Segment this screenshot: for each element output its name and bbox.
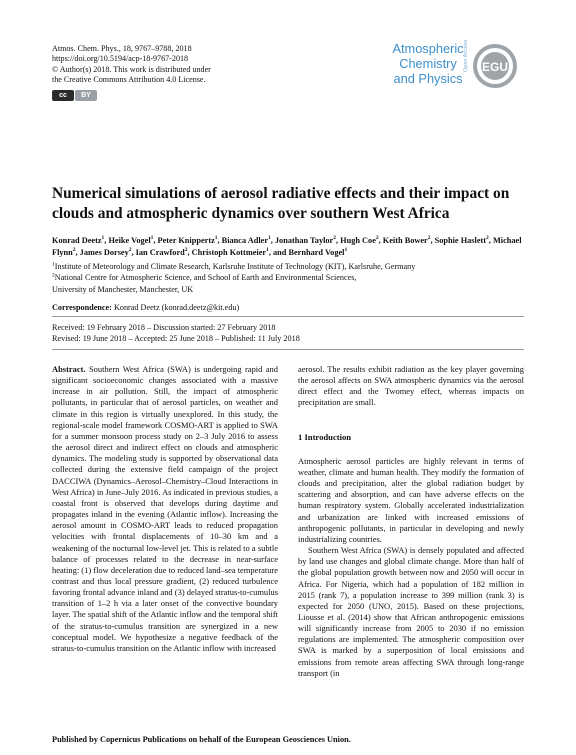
author-affiliation-mark: 1	[268, 235, 271, 242]
abstract-label: Abstract.	[52, 364, 86, 374]
author-affiliation-mark: 2	[375, 235, 379, 242]
abstract-column	[52, 364, 278, 654]
author-affiliation-mark: 1	[101, 235, 105, 242]
author-affiliation-mark: 2	[72, 246, 76, 253]
publisher-footer: Published by Copernicus Publications on behalf of the European Geosciences Union.	[52, 735, 351, 744]
section-heading: 1 Introduction	[298, 431, 352, 442]
author-affiliation-mark: 1	[150, 235, 154, 242]
author-name: Bianca Adler	[221, 236, 268, 245]
received-line: Received: 19 February 2018 – Discussion started: 27 February 2018	[52, 323, 276, 332]
article-dates	[52, 322, 300, 345]
author-name: Peter Knippertz	[157, 236, 215, 245]
journal-name-line: Chemistry	[399, 56, 457, 72]
divider	[52, 316, 524, 317]
affiliation-number: 1	[52, 261, 55, 268]
author-affiliation-mark: 1	[214, 235, 218, 242]
affiliation-number: 2	[52, 272, 55, 279]
journal-name-line: and Physics	[393, 71, 463, 87]
correspondence	[52, 303, 239, 312]
affiliation-line	[52, 284, 527, 295]
author-name: Konrad Deetz	[52, 236, 102, 245]
journal-name-line: Atmospheric	[392, 41, 464, 56]
author-name: Christoph Kottmeier	[191, 247, 267, 257]
intro-paragraph: Southern West Africa (SWA) is densely populated and affected by land use changes and global climate change. More than half of the global population growth between now and 2050 will occur in Africa. For Nigeria, which had a population of 182 million in 2015 (rank 7), a population increase to 399 million (rank 3) is expected for 2050 (UNO, 2015). Based on these projections, Liousse et al. (2014) show that African anthropogenic emissions will significantly increase from 2005 to 2030 if no emission regulations are implemented. The atmospheric composition over SWA is marked by a superposition of local emissions and emissions from remote areas affecting SWA through long-range transport (in	[298, 545, 524, 678]
author-affiliation-mark: 1	[266, 246, 269, 253]
abstract-text: Southern West Africa (SWA) is undergoing rapid and significant socioeconomic changes associated with a massive increase in air pollution. Still, the impact of atmospheric pollutants, in particular that of aerosol particles, on weather and climate in this region is virtually unexplored. In this study, the regional-scale model framework COSMO-ART is applied to SWA for a summer monsoon process study on 2–3 July 2016 to assess the aerosol direct and indirect effect on clouds and atmospheric dynamics. The modeling study is supported by observational data collected during the extensive field campaign of the project DACCIWA (Dynamics–Aerosol–Chemistry–Cloud Interactions in West Africa) in June–July 2016. As indicated in previous studies, a coastal front is observed that develops during daytime and propagates inland in the evening (Atlantic inflow). Increasing the aerosol amount in COSMO-ART leads to reduced propagation velocities with frontal displacements of 10–30 km and a weakening of the nocturnal low-level jet. This is related to a subtle balance of processes related to the decrease in near-surface heating: (1) flow deceleration due to reduced land–sea temperature contrast and thus local pressure gradient, (2) reduced turbulence favoring frontal advance inland and (3) delayed stratus-to-cumulus transition of 1–2 h via a later onset of the convective boundary layer. The spatial shift of the Atlantic inflow and the temporal shift of the stratus-to-cumulus transition are synergized in a new conceptual model. We hypothesize a negative feedback of the stratus-to-cumulus transition on the Atlantic inflow with increased	[52, 364, 278, 653]
author-name: Sophie Haslett	[434, 236, 487, 245]
affiliation-line	[52, 272, 527, 283]
author-name: Hugh Coe	[340, 236, 376, 245]
affiliation-line	[52, 261, 527, 272]
citation-header	[52, 44, 211, 86]
citation-line: Atmos. Chem. Phys., 18, 9767–9788, 2018	[52, 44, 192, 53]
author-name: Jonathan Taylor	[274, 236, 334, 245]
by-license-icon[interactable]: BY	[75, 90, 97, 101]
intro-paragraph: Atmospheric aerosol particles are highly relevant in terms of weather, climate and human health. They modify the formation of clouds and precipitation, alter the global radiation budget by scattering and absorption, and can have adverse effects on the human respiratory system. Globally accelerated industrialization and urbanization are linked with increased emissions of anthropogenic pollutants, in particular in developing and newly industrializing countries.	[298, 455, 524, 544]
correspondence-label: Correspondence:	[52, 303, 112, 312]
affiliation-text: National Centre for Atmospheric Science, and School of Earth and Environmental Sciences,	[54, 273, 357, 283]
doi-link[interactable]: https://doi.org/10.5194/acp-18-9767-2018	[52, 54, 189, 64]
author-affiliation-mark: 2	[486, 235, 489, 242]
egu-logo-icon	[473, 44, 517, 88]
divider	[52, 349, 524, 350]
cc-license-icon[interactable]: cc	[52, 90, 74, 101]
author-name: Keith Bower	[382, 236, 428, 245]
author-name: Heike Vogel	[108, 236, 151, 245]
copyright-line: © Author(s) 2018. This work is distributed under	[52, 64, 211, 74]
correspondence-text[interactable]: Konrad Deetz (konrad.deetz@kit.edu)	[113, 303, 240, 312]
affiliation-list	[52, 261, 527, 295]
article-title: Numerical simulations of aerosol radiative effects and their impact on clouds and atmospheric dynamics over southern West Africa	[52, 185, 510, 222]
author-name: Ian Crawford	[135, 247, 185, 257]
revised-line: Revised: 19 June 2018 – Accepted: 25 June 2018 – Published: 11 July 2018	[52, 334, 300, 344]
journal-name	[389, 41, 467, 87]
abstract-paragraph	[52, 364, 278, 654]
open-access-label: Open Access	[463, 39, 469, 73]
author-affiliation-mark: 2	[427, 235, 431, 242]
author-name: Bernhard Vogel	[288, 247, 345, 257]
author-affiliation-mark: 1	[344, 246, 348, 253]
author-name: James Dorsey	[79, 247, 129, 257]
egu-logo-text: EGU	[481, 60, 509, 74]
right-column	[298, 364, 524, 679]
author-name: Michael Flynn	[52, 236, 522, 257]
author-affiliation-mark: 2	[184, 246, 188, 253]
author-affiliation-mark: 2	[128, 246, 132, 253]
author-affiliation-mark: 2	[333, 235, 336, 242]
affiliation-text: Institute of Meteorology and Climate Research, Karlsruhe Institute of Technology (KIT), Karlsruhe, Germany	[54, 262, 416, 271]
author-list: Konrad Deetz$^1$, Heike Vogel$^1$, Peter Knippertz$^1$, Bianca Adler$^1$, Jonathan Taylor$^2$, Hugh Coe$^2$, Keith Bower$^2$, Sophie Haslett$^2$, Michael Flynn$^2$, James Dorsey$^2$, Ian Crawford$^2$, Christoph Kottmeier$^1$, and Bernhard Vogel$^1$	[52, 235, 522, 257]
affiliation-text: University of Manchester, Manchester, UK	[52, 284, 194, 294]
abstract-continued: aerosol. The results exhibit radiation as the key player governing the aerosol affects on SWA atmospheric dynamics via the aerosol direct effect and the Twomey effect, whereas impacts on precipitation are small.	[298, 364, 524, 408]
license-line: the Creative Commons Attribution 4.0 License.	[52, 75, 206, 85]
